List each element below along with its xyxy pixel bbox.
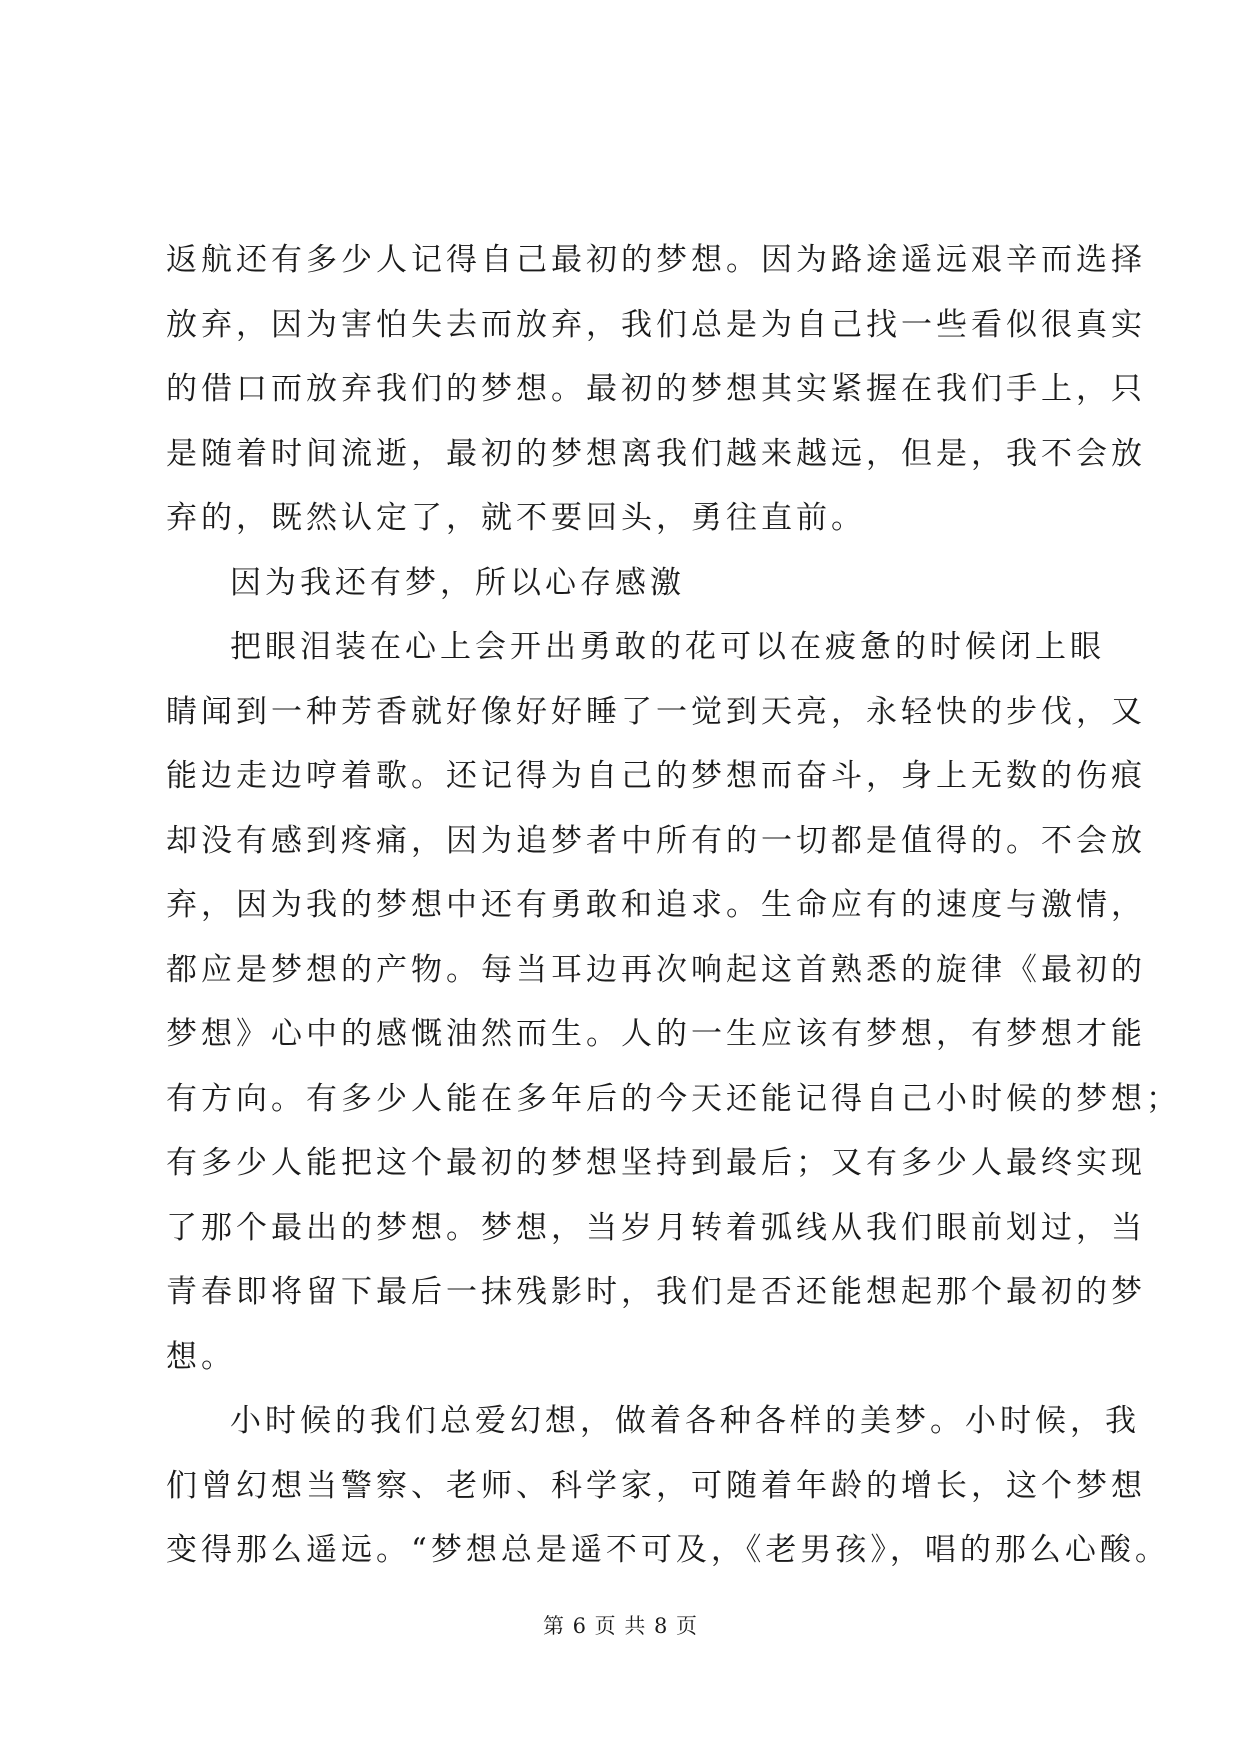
- text-line: 弃，因为我的梦想中还有勇敢和追求。生命应有的速度与激情，: [166, 887, 1146, 923]
- text-line: 梦想》心中的感慨油然而生。人的一生应该有梦想，有梦想才能: [166, 1016, 1146, 1052]
- text-line: 却没有感到疼痛，因为追梦者中所有的一切都是值得的。不会放: [166, 822, 1146, 859]
- text-line: 把眼泪装在心上会开出勇敢的花可以在疲惫的时候闭上眼: [230, 629, 1105, 665]
- text-line: 睛闻到一种芳香就好像好好睡了一觉到天亮，永轻快的步伐，又: [166, 693, 1146, 730]
- text-line: 都应是梦想的产物。每当耳边再次响起这首熟悉的旋律《最初的: [166, 951, 1146, 988]
- text-line: 青春即将留下最后一抹残影时，我们是否还能想起那个最初的梦: [166, 1274, 1146, 1310]
- document-body: [166, 228, 1181, 1583]
- text-line: 有多少人能把这个最初的梦想坚持到最后；又有多少人最终实现: [166, 1145, 1146, 1181]
- text-line: 弃的，既然认定了，就不要回头，勇往直前。: [166, 500, 866, 536]
- text-line: 放弃，因为害怕失去而放弃，我们总是为自己找一些看似很真实: [166, 306, 1146, 343]
- page-footer: 第 6 页 共 8 页: [542, 1614, 699, 1638]
- text-line: 能边走边哼着歌。还记得为自己的梦想而奋斗，身上无数的伤痕: [166, 758, 1146, 794]
- section-heading: 因为我还有梦，所以心存感激: [230, 564, 685, 601]
- text-line: 了那个最出的梦想。梦想，当岁月转着弧线从我们眼前划过，当: [166, 1209, 1146, 1246]
- text-line: 小时候的我们总爱幻想，做着各种各样的美梦。小时候，我: [230, 1403, 1140, 1439]
- text-line: 们曾幻想当警察、老师、科学家，可随着年龄的增长，这个梦想: [166, 1467, 1146, 1504]
- text-line: 的借口而放弃我们的梦想。最初的梦想其实紧握在我们手上，只: [166, 371, 1146, 407]
- text-line: 有方向。有多少人能在多年后的今天还能记得自己小时候的梦想；: [166, 1080, 1181, 1117]
- text-line: 返航还有多少人记得自己最初的梦想。因为路途遥远艰辛而选择: [166, 242, 1146, 278]
- text-line: 想。: [166, 1338, 236, 1375]
- text-line: 变得那么遥远。“梦想总是遥不可及，《老男孩》，唱的那么心酸。: [166, 1532, 1170, 1568]
- text-line: 是随着时间流逝，最初的梦想离我们越来越远，但是，我不会放: [166, 435, 1146, 472]
